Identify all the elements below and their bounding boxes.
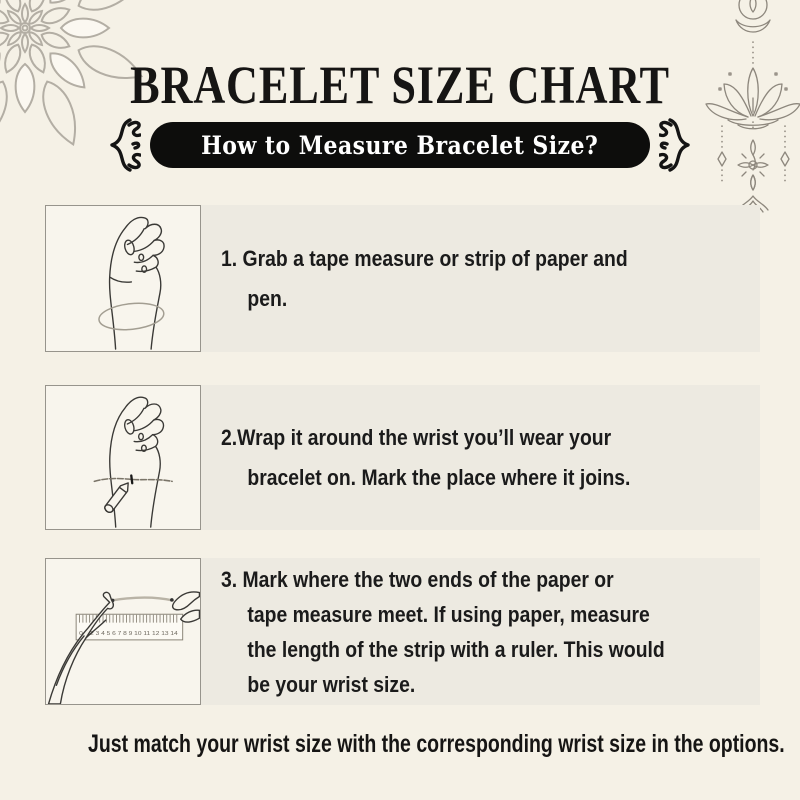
hands-holding-strip-over-ruler-illustration bbox=[46, 559, 200, 704]
step-row-1 bbox=[45, 205, 760, 352]
step-1-line-2: pen. bbox=[247, 285, 288, 311]
step-row-3 bbox=[45, 558, 760, 705]
hand-with-bracelet-illustration bbox=[46, 206, 200, 351]
step-3-text bbox=[221, 558, 665, 705]
step-2-figure bbox=[45, 385, 201, 530]
step-3-line-4: be your wrist size. bbox=[247, 671, 416, 697]
step-2-text bbox=[221, 385, 630, 530]
page-title: BRACELET SIZE CHART bbox=[130, 55, 670, 115]
step-3-line-2: tape measure meet. If using paper, measure bbox=[247, 601, 650, 627]
step-2-line-1: 2.Wrap it around the wrist you’ll wear your bbox=[221, 424, 612, 450]
flourish-right-icon bbox=[659, 116, 699, 174]
subtitle-badge-label: How to Measure Bracelet Size? bbox=[201, 130, 599, 160]
step-3-line-3: the length of the strip with a ruler. This would bbox=[247, 636, 665, 662]
step-1-figure bbox=[45, 205, 201, 352]
hand-wrapped-tape-with-pen-illustration bbox=[46, 386, 200, 529]
step-3-figure bbox=[45, 558, 201, 705]
subtitle-row bbox=[0, 116, 800, 174]
flourish-left-icon bbox=[101, 116, 141, 174]
step-1-text bbox=[221, 205, 628, 352]
step-3-line-1: 3. Mark where the two ends of the paper or bbox=[221, 566, 614, 592]
step-2-line-2: bracelet on. Mark the place where it joins. bbox=[247, 464, 631, 490]
ruler-numbers: 0 1 2 3 4 5 6 7 8 9 10 11 12 13 14 bbox=[79, 630, 178, 637]
step-row-2 bbox=[45, 385, 760, 530]
step-1-line-1: 1. Grab a tape measure or strip of paper and bbox=[221, 245, 628, 271]
footer-note: Just match your wrist size with the corresponding wrist size in the options. bbox=[88, 730, 785, 758]
subtitle-badge bbox=[150, 122, 649, 168]
